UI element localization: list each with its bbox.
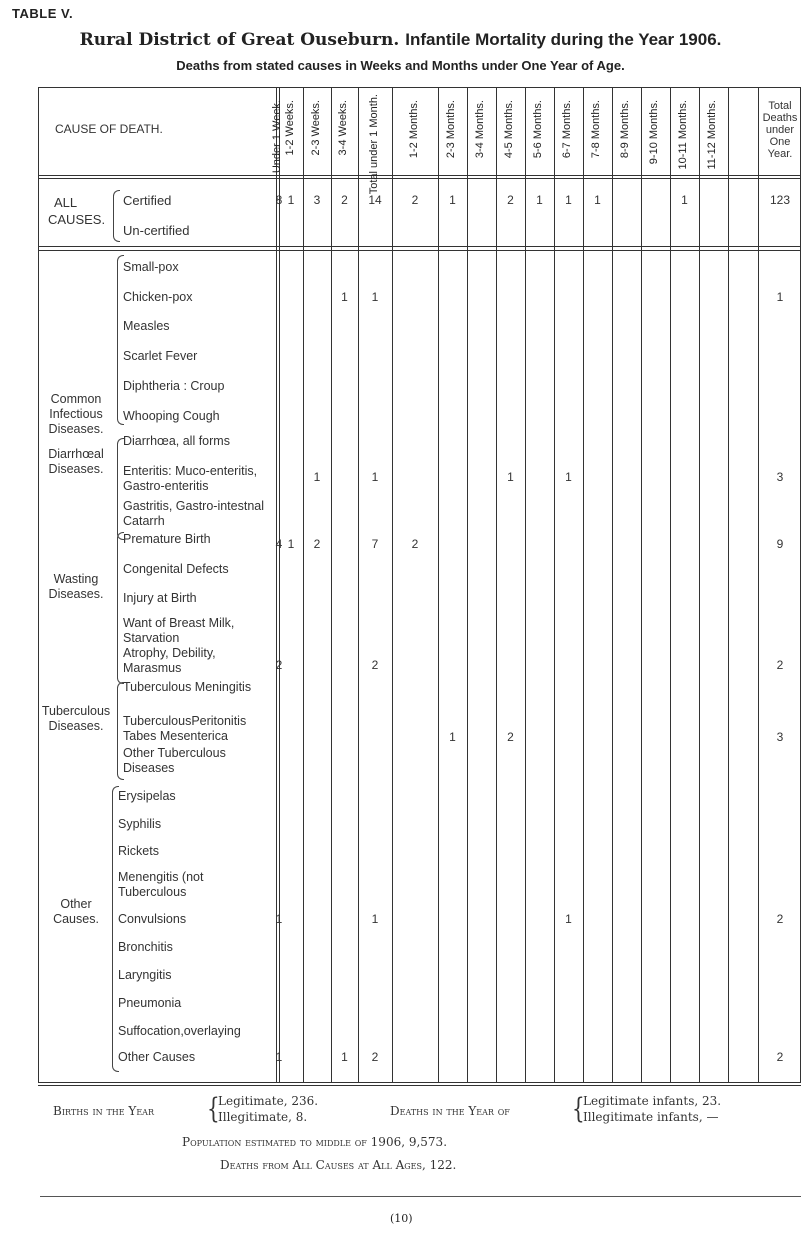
column-header-label: 4-5 Months.: [503, 100, 515, 159]
row-value: 4: [275, 537, 283, 551]
all-causes-rule: [38, 250, 801, 251]
births-label: Births in the Year: [53, 1104, 154, 1118]
total-header-label: One: [769, 136, 791, 148]
table-bottom-border: [38, 1082, 801, 1083]
column-divider: [467, 87, 468, 1082]
row-value: 1: [371, 912, 379, 926]
row-cause-label: Syphilis: [118, 817, 162, 831]
row-cause-label: Convulsions: [118, 912, 187, 926]
row-value: 2: [275, 658, 283, 672]
column-divider: [496, 87, 497, 1082]
deaths-label: Deaths in the Year of: [390, 1104, 510, 1118]
group-brace: [117, 255, 124, 425]
page-number: (10): [390, 1212, 413, 1225]
header-bottom-rule: [38, 175, 801, 176]
row-value: 1: [275, 912, 283, 926]
all-ages-note: Deaths from All Causes at All Ages, 122.: [220, 1158, 457, 1172]
column-divider: [758, 87, 759, 1082]
row-total: 2: [776, 658, 784, 672]
row-total: 2: [776, 912, 784, 926]
all-causes-value: 1: [565, 193, 572, 207]
column-divider: [279, 87, 280, 1082]
all-causes-value: 1: [536, 193, 543, 207]
all-causes-value: 14: [368, 193, 382, 207]
column-header-label: 2-3 Weeks.: [309, 100, 322, 156]
row-cause-label: Menengitis (not Tuberculous: [118, 870, 204, 899]
row-total: 2: [776, 1050, 784, 1064]
title-district: Rural District of Great Ouseburn.: [79, 30, 400, 50]
row-value: 1: [313, 470, 321, 484]
column-header-label: 3-4 Months.: [474, 100, 486, 159]
column-header-label: 1-2 Weeks.: [283, 100, 296, 156]
row-value: 1: [275, 1050, 283, 1064]
column-divider: [728, 87, 729, 1082]
row-cause-label: Other Tuberculous Diseases: [123, 746, 226, 775]
row-value: 1: [565, 470, 572, 484]
certified-label: Certified: [123, 193, 172, 208]
all-causes-value: 3: [313, 193, 321, 207]
all-causes-brace: [113, 190, 120, 242]
footer-rule: [40, 1196, 801, 1197]
column-header-label: 8-9 Months.: [619, 100, 631, 159]
column-header-label: 7-8 Months.: [590, 100, 602, 159]
group-label: Wasting Diseases.: [48, 572, 104, 601]
group-label: Diarrhœal Diseases.: [48, 447, 104, 476]
all-causes-value: 1: [287, 193, 295, 207]
group-label: Common Infectious Diseases.: [48, 392, 104, 436]
row-cause-label: Pneumonia: [118, 996, 182, 1010]
births-legitimate: Legitimate, 236.: [218, 1094, 319, 1108]
column-header-label: 2-3 Months.: [445, 100, 457, 159]
deaths-brace: {: [572, 1091, 585, 1125]
row-value: 1: [449, 730, 456, 744]
column-header-label: 3-4 Weeks.: [337, 100, 349, 156]
row-total: 1: [776, 290, 784, 304]
row-cause-label: Bronchitis: [118, 940, 173, 954]
column-divider: [331, 87, 332, 1082]
row-cause-label: Suffocation,overlaying: [118, 1024, 241, 1038]
column-header-label: 10-11 Months.: [677, 100, 689, 170]
all-causes-value: 2: [411, 193, 419, 207]
column-header-label: Under 1 Week.: [271, 100, 283, 174]
row-cause-label: Measles: [123, 319, 170, 333]
column-divider: [612, 87, 613, 1082]
column-divider: [392, 87, 393, 1082]
row-cause-label: Premature Birth: [123, 532, 211, 546]
group-brace: [112, 786, 119, 1072]
row-cause-label: Enteritis: Muco-enteritis, Gastro-enteritis: [123, 464, 258, 493]
row-value: 2: [313, 537, 321, 551]
page-subtitle: Deaths from stated causes in Weeks and Months under One Year of Age.: [176, 58, 625, 73]
group-label: Tuberculous Diseases.: [41, 704, 111, 733]
row-value: 1: [341, 290, 348, 304]
births-brace: {: [207, 1091, 220, 1125]
row-total: 3: [776, 470, 784, 484]
all-causes-value: 1: [681, 193, 688, 207]
cause-column-divider: [276, 87, 277, 1082]
row-cause-label: Rickets: [118, 844, 159, 858]
column-divider: [641, 87, 642, 1082]
table-left-border: [38, 87, 39, 1082]
row-cause-label: Atrophy, Debility, Marasmus: [123, 646, 216, 675]
column-divider: [699, 87, 700, 1082]
row-cause-label: TuberculousPeritonitis Tabes Mesenterica: [123, 714, 247, 743]
row-value: 2: [411, 537, 419, 551]
column-header-label: Total under 1 Month.: [367, 94, 380, 195]
uncertified-label: Un-certified: [123, 223, 190, 238]
all-causes-value: 2: [507, 193, 514, 207]
all-causes-rule: [38, 246, 801, 247]
column-divider: [554, 87, 555, 1082]
header-bottom-rule: [38, 178, 801, 179]
title-rest: Infantile Mortality during the Year 1906.: [405, 30, 722, 49]
all-causes-value: 8: [275, 193, 283, 207]
deaths-legitimate: Legitimate infants, 23.: [583, 1094, 722, 1108]
row-cause-label: Whooping Cough: [123, 409, 220, 423]
row-cause-label: Diphtheria : Croup: [123, 379, 225, 393]
population-note: Population estimated to middle of 1906, 9,573.: [182, 1135, 448, 1149]
row-cause-label: Chicken-pox: [123, 290, 193, 304]
table-top-border: [38, 87, 801, 88]
column-divider: [358, 87, 359, 1082]
all-causes-label: CAUSES.: [48, 212, 106, 227]
group-brace: [117, 682, 124, 780]
column-header-label: 11-12 Months.: [706, 100, 718, 170]
row-value: 1: [565, 912, 572, 926]
total-header-label: Total: [768, 100, 792, 112]
row-cause-label: Congenital Defects: [123, 562, 229, 576]
row-value: 7: [371, 537, 379, 551]
row-value: 2: [371, 658, 379, 672]
row-cause-label: Small-pox: [123, 260, 179, 274]
row-cause-label: Other Causes: [118, 1050, 196, 1064]
column-divider: [525, 87, 526, 1082]
cause-column-header: CAUSE OF DEATH.: [55, 122, 163, 136]
row-cause-label: Tuberculous Meningitis: [123, 680, 252, 694]
column-header-label: 5-6 Months.: [532, 100, 544, 159]
row-value: 2: [507, 730, 514, 744]
row-value: 1: [507, 470, 514, 484]
row-cause-label: Diarrhœa, all forms: [123, 434, 230, 448]
all-causes-label: ALL: [54, 195, 78, 210]
row-value: 1: [287, 537, 295, 551]
row-cause-label: Injury at Birth: [123, 591, 197, 605]
row-value: 1: [371, 290, 379, 304]
row-value: 1: [371, 470, 379, 484]
column-divider: [670, 87, 671, 1082]
deaths-illegitimate: Illegitimate infants, —: [583, 1110, 719, 1124]
row-cause-label: Want of Breast Milk, Starvation: [123, 616, 235, 645]
all-causes-total: 123: [769, 193, 791, 207]
all-causes-value: 1: [449, 193, 456, 207]
group-brace: [117, 532, 124, 684]
all-causes-value: 2: [341, 193, 348, 207]
row-value: 2: [371, 1050, 379, 1064]
row-total: 3: [776, 730, 784, 744]
column-divider: [438, 87, 439, 1082]
group-label: Other Causes.: [53, 897, 99, 926]
row-cause-label: Gastritis, Gastro-intestnal Catarrh: [123, 499, 265, 528]
total-header-label: Year.: [767, 148, 793, 160]
row-cause-label: Scarlet Fever: [123, 349, 198, 363]
row-cause-label: Laryngitis: [118, 968, 172, 982]
column-header-label: 6-7 Months.: [561, 100, 573, 159]
page-title: [0, 30, 801, 50]
births-illegitimate: Illegitimate, 8.: [218, 1110, 308, 1124]
column-divider: [303, 87, 304, 1082]
all-causes-value: 1: [594, 193, 601, 207]
total-header-label: Deaths: [762, 112, 798, 124]
row-total: 9: [776, 537, 784, 551]
table-label: TABLE V.: [12, 6, 74, 21]
row-cause-label: Erysipelas: [118, 789, 176, 803]
column-divider: [583, 87, 584, 1082]
group-brace: [117, 438, 124, 540]
total-header-label: under: [765, 124, 795, 136]
row-value: 1: [341, 1050, 348, 1064]
column-header-label: 1-2 Months.: [407, 100, 420, 159]
table-bottom-border: [38, 1085, 801, 1086]
column-header-label: 9-10 Months.: [648, 100, 660, 165]
